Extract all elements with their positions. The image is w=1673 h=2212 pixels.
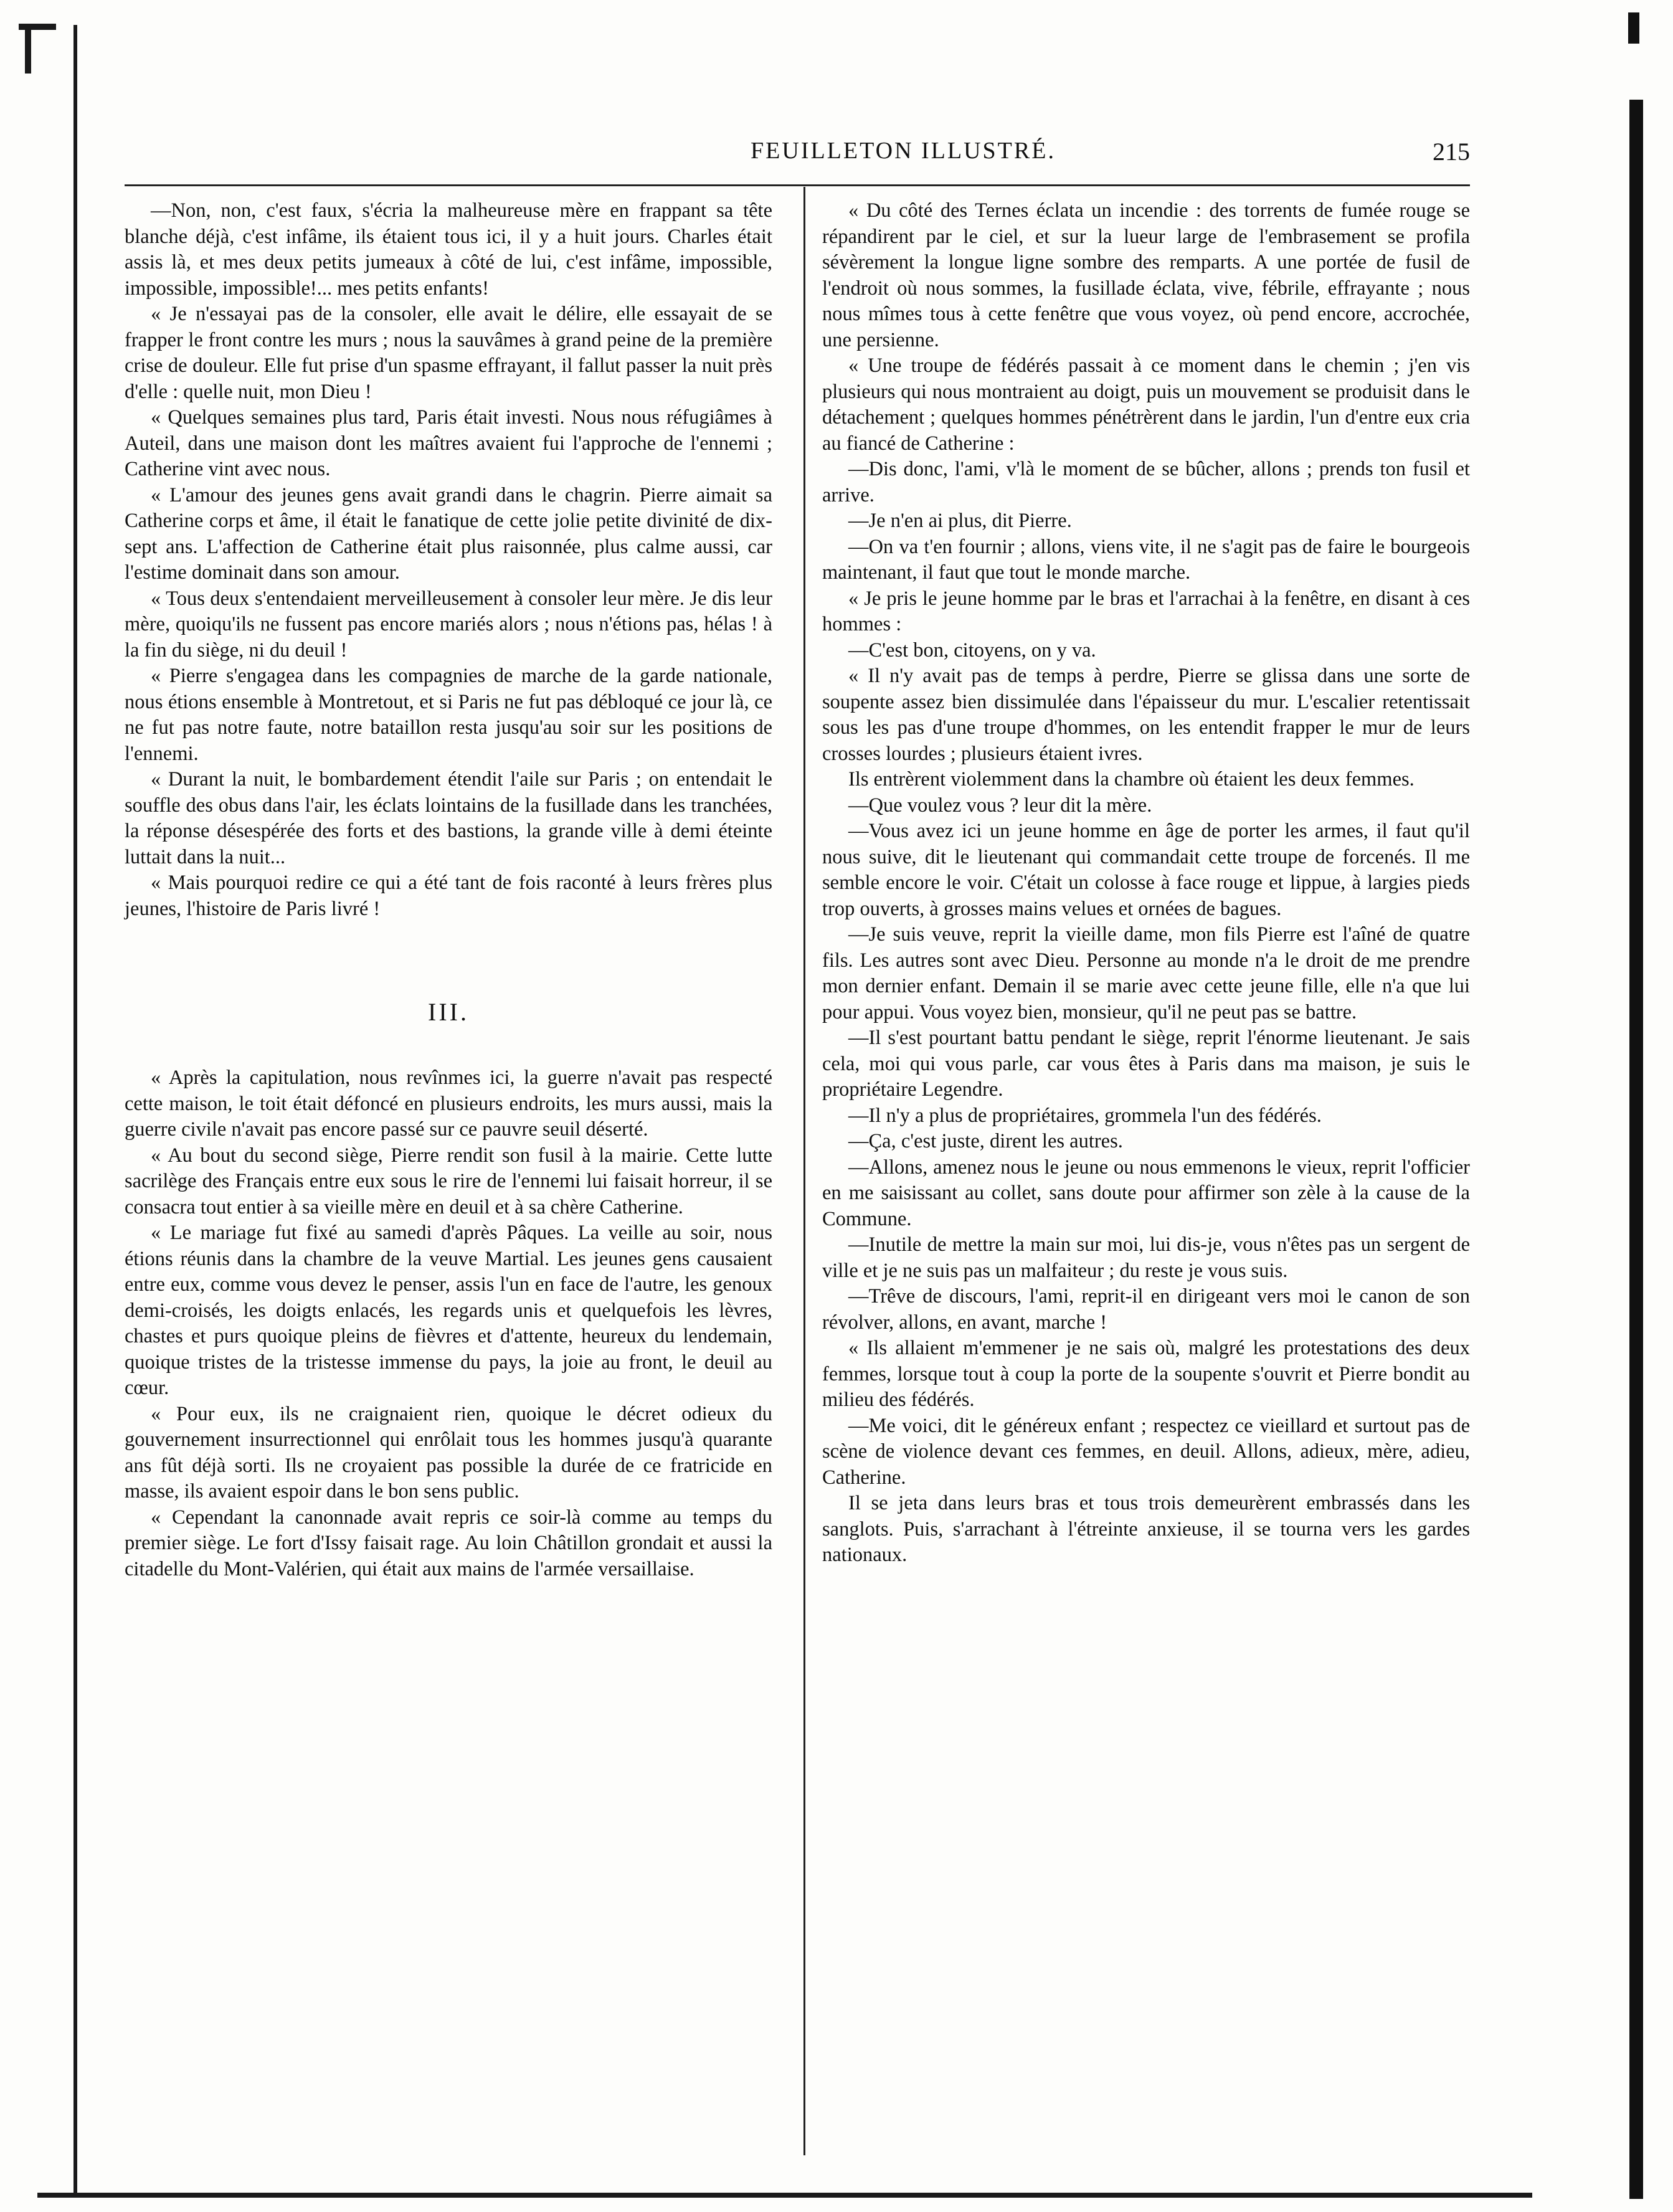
dialogue-line: —Me voici, dit le généreux enfant ; respectez ce vieillard et surtout pas de scène de violence devant ces femmes, en deuil. Allons, adieux, mère, adieu, Catherine. <box>822 1414 1470 1489</box>
dialogue-line: —Il n'y a plus de propriétaires, grommela l'un des fédérés. <box>848 1104 1322 1127</box>
paragraph: « Au bout du second siège, Pierre rendit son fusil à la mairie. Cette lutte sacrilège des Français entre eux sous le rire de l'ennemi lui faisait horreur, il se consacra tout entier à sa vieille mère en deuil et à sa chère Catherine. <box>125 1144 772 1218</box>
section-heading: III. <box>428 998 469 1026</box>
dialogue-line: —Vous avez ici un jeune homme en âge de porter les armes, il faut qu'il nous suive, dit le lieutenant qui commandait cette troupe de forcenés. Il me semble encore le voir. C'était un colosse à face rouge et lippue, à largies pieds trop ouverts, à grosses mains velues et ornées de bagues. <box>822 820 1470 920</box>
paragraph: « Cependant la canonnade avait repris ce soir-là comme au temps du premier siège. Le fort d'Issy faisait rage. Au loin Châtillon grondait et aussi la citadelle du Mont-Valérien, qui était aux mains de l'armée versaillaise. <box>125 1506 772 1580</box>
paragraph: —Non, non, c'est faux, s'écria la malheureuse mère en frappant sa tête blanche déjà, c'est infâme, ils étaient tous ici, il y a huit jours. Charles était assis là, et mes deux petits jumeaux à côté de lui, c'est infâme, impossible, impossible, impossible!... mes petits enfants! <box>125 199 772 300</box>
paragraph: Il se jeta dans leurs bras et tous trois demeurèrent embrassés dans les sanglots. Puis, s'arrachant à l'étreinte anxieuse, il se tourna vers les gardes nationaux. <box>822 1492 1470 1566</box>
dialogue-line: —Je suis veuve, reprit la vieille dame, mon fils Pierre est l'aîné de quatre fils. Les autres sont avec Dieu. Personne au monde n'a le droit de me prendre mon dernier enfant. Demain il se marie avec cette jeune fille, elle n'a que lui pour appui. Vous voyez bien, monsieur, qu'il ne peut pas se battre. <box>822 923 1470 1023</box>
page-edge <box>37 2193 1532 2198</box>
paragraph: « Après la capitulation, nous revînmes ici, la guerre n'avait pas respecté cette maison, le toit était défoncé en plusieurs endroits, les murs aussi, mais la guerre civile n'avait pas encore passé sur ce pauvre seuil déserté. <box>125 1066 772 1141</box>
paragraph: « Il n'y avait pas de temps à perdre, Pierre se glissa dans une sorte de soupente assez bien dissimulée dans l'épaisseur du mur. L'escalier retentissait sous les pas d'une troupe d'hommes, on les entendit frapper le mur de leurs crosses lourdes ; plusieurs étaient ivres. <box>822 665 1470 765</box>
paragraph: « Je n'essayai pas de la consoler, elle avait le délire, elle essayait de se frapper le front contre les murs ; nous la sauvâmes à grand peine de la première crise de douleur. Elle fut prise d'un spasme effrayant, il fallut passer la nuit près d'elle : quelle nuit, mon Dieu ! <box>125 303 772 403</box>
column-divider <box>803 187 805 2155</box>
binding-edge <box>73 25 77 2193</box>
paragraph: « L'amour des jeunes gens avait grandi dans le chagrin. Pierre aimait sa Catherine corps et âme, il était le fanatique de cette jolie petite divinité de dix-sept ans. L'affection de Catherine était plus raisonnée, plus calme aussi, car l'estime dominait dans son amour. <box>125 483 772 584</box>
page-edge <box>1629 100 1643 2199</box>
paragraph: « Le mariage fut fixé au samedi d'après Pâques. La veille au soir, nous étions réunis dans la chambre de la veuve Martial. Les jeunes gens causaient entre eux, comme vous devez le penser, assis l'un en face de l'autre, les genoux demi-croisés, les doigts enlacés, les regards unis et quelquefois les lèvres, chastes et purs quoique pleins de fièvres et d'attente, heureux du lendemain, quoique tristes de la tristesse immense du pays, la joie au front, le deuil au cœur. <box>125 1222 772 1399</box>
running-title: FEUILLETON ILLUSTRÉ. <box>751 138 1056 164</box>
dialogue-line: —Ça, c'est juste, dirent les autres. <box>848 1130 1123 1152</box>
paragraph: « Pierre s'engagea dans les compagnies de marche de la garde nationale, nous étions ensemble à Montretout, et si Paris ne fut pas débloqué ce jour là, ce ne fut pas notre faute, notre bataillon resta jusqu'au soir sur les positions de l'ennemi. <box>125 665 772 765</box>
scan-mark <box>19 24 56 30</box>
dialogue-line: —Inutile de mettre la main sur moi, lui dis-je, vous n'êtes pas un sergent de ville et je ne suis pas un malfaiteur ; du reste je vous suis. <box>822 1233 1470 1282</box>
left-column <box>125 198 772 1582</box>
paragraph: « Mais pourquoi redire ce qui a été tant de fois raconté à leurs frères plus jeunes, l'histoire de Paris livré ! <box>125 871 772 920</box>
paragraph: « Quelques semaines plus tard, Paris était investi. Nous nous réfugiâmes à Auteil, dans une maison dont les maîtres avaient fui l'approche de l'ennemi ; Catherine vint avec nous. <box>125 406 772 480</box>
dialogue-line: —Trêve de discours, l'ami, reprit-il en dirigeant vers moi le canon de son révolver, allons, en avant, marche ! <box>822 1285 1470 1334</box>
paragraph: « Durant la nuit, le bombardement étendit l'aile sur Paris ; on entendait le souffle des obus dans l'air, les éclats lointains de la fusillade dans les tranchées, la réponse désespérée des forts et des bastions, la grande ville à demi éteinte luttait dans la nuit... <box>125 768 772 868</box>
paragraph: « Ils allaient m'emmener je ne sais où, malgré les protestations des deux femmes, lorsque tout à coup la porte de la soupente s'ouvrit et Pierre bondit au milieu des fédérés. <box>822 1337 1470 1411</box>
dialogue-line: —Que voulez vous ? leur dit la mère. <box>848 794 1152 817</box>
paragraph: « Tous deux s'entendaient merveilleusement à consoler leur mère. Je dis leur mère, quoiqu'ils ne fussent pas encore mariés alors ; nous n'étions pas, hélas ! à la fin du siège, ni du deuil ! <box>125 587 772 662</box>
dialogue-line: —Il s'est pourtant battu pendant le siège, reprit l'énorme lieutenant. Je sais cela, moi qui vous parle, car vous êtes à Paris dans ma maison, je suis le propriétaire Legendre. <box>822 1027 1470 1101</box>
right-column <box>822 198 1470 1569</box>
page-header <box>125 137 1470 174</box>
scan-mark <box>1628 12 1639 44</box>
paragraph: « Pour eux, ils ne craignaient rien, quoique le décret odieux du gouvernement insurrectionnel qui enrôlait tous les hommes jusqu'à quarante ans fût déjà sorti. Ils ne croyaient pas possible la durée de ce fratricide en masse, ils avaient espoir dans le bon sens public. <box>125 1402 772 1502</box>
dialogue-line: —On va t'en fournir ; allons, viens vite, il ne s'agit pas de faire le bourgeois maintenant, il faut que tout le monde marche. <box>822 535 1470 584</box>
paragraph: « Je pris le jeune homme par le bras et l'arrachai à la fenêtre, en disant à ces hommes : <box>822 587 1470 635</box>
dialogue-line: —C'est bon, citoyens, on y va. <box>848 638 1096 662</box>
paragraph: Ils entrèrent violemment dans la chambre où étaient les deux femmes. <box>848 768 1415 790</box>
paragraph: « Une troupe de fédérés passait à ce moment dans le chemin ; j'en vis plusieurs qui nous montraient au doigt, puis un mouvement se produisit dans le détachement ; quelques hommes pénétrèrent dans le jardin, l'un d'entre eux cria au fiancé de Catherine : <box>822 354 1470 455</box>
scan-mark <box>25 30 31 74</box>
paragraph: « Du côté des Ternes éclata un incendie : des torrents de fumée rouge se répandirent par le ciel, et sur la lueur large de l'embrasement se profila sévèrement la longue ligne sombre des remparts. A une portée de fusil de l'endroit où nous sommes, la fusillade éclata, vive, fébrile, effrayante ; nous nous mîmes tous à cette fenêtre que vous voyez, où pend encore, accrochée, une persienne. <box>822 199 1470 351</box>
page-number: 215 <box>1433 138 1470 166</box>
header-rule <box>125 184 1470 186</box>
dialogue-line: —Allons, amenez nous le jeune ou nous emmenons le vieux, reprit l'officier en me saisissant au collet, sans doute pour affirmer son zèle à la cause de la Commune. <box>822 1156 1470 1230</box>
dialogue-line: —Je n'en ai plus, dit Pierre. <box>848 510 1072 532</box>
dialogue-line: —Dis donc, l'ami, v'là le moment de se bûcher, allons ; prends ton fusil et arrive. <box>822 458 1470 506</box>
